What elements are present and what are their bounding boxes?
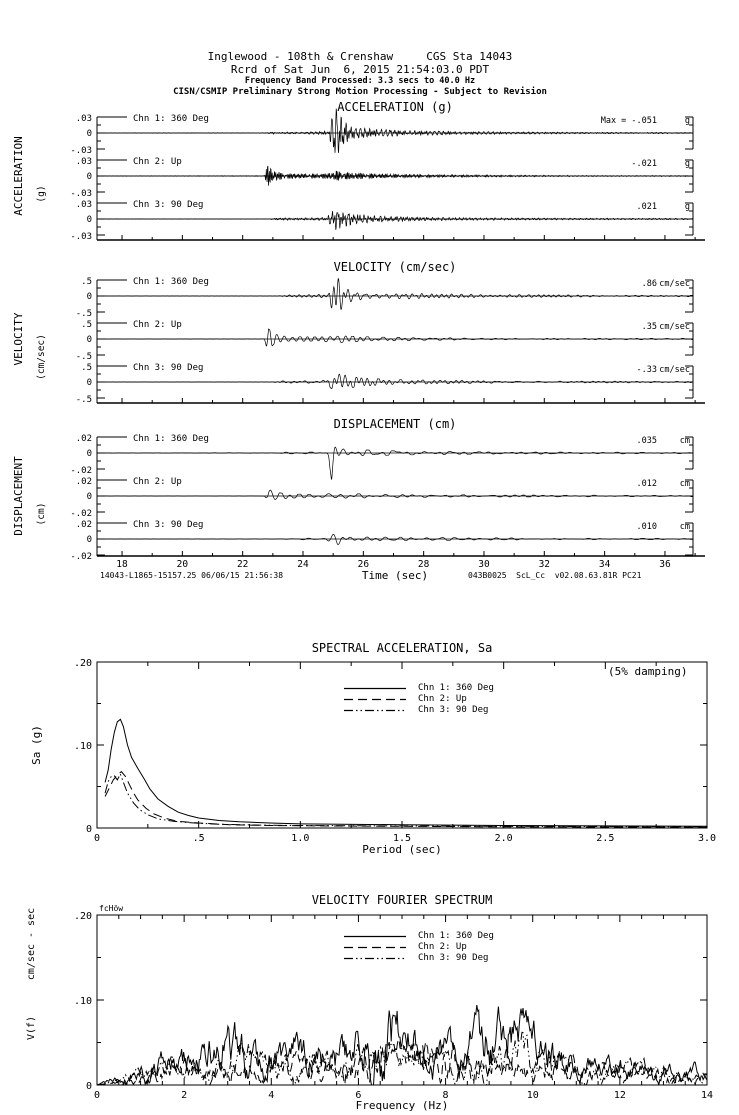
scale-tick-label: -.03: [70, 189, 92, 199]
max-value-label: -.021: [631, 159, 657, 169]
max-value-label: .021: [636, 202, 657, 212]
fourier-legend-label-chn1: Chn 1: 360 Deg: [418, 931, 494, 941]
frequency-band-note: Frequency Band Processed: 3.3 secs to 40.0 Hz: [244, 76, 476, 86]
max-unit-label: cm/sec: [659, 322, 690, 332]
acceleration-yunit: (g): [36, 185, 47, 203]
sa-ytick-label: 0: [85, 824, 92, 835]
max-value-label: .86: [641, 279, 657, 289]
sa-curve-ch3: [105, 774, 707, 827]
scale-tick-label: .5: [81, 277, 92, 287]
fourier-curve-ch2: [97, 1039, 707, 1085]
legend-line-dash-icon: [344, 943, 406, 952]
scale-tick-label: .03: [75, 157, 92, 167]
scale-tick-label: 0: [86, 535, 92, 545]
velocity-ylabel: VELOCITY: [12, 312, 25, 366]
footer-processing-version: 043B0025 ScL_Cc v02.08.63.81R PC21: [468, 571, 642, 580]
max-value-label: -.33: [636, 365, 657, 375]
fourier-ytick-label: .20: [73, 911, 92, 922]
sa-curve-ch1: [105, 719, 707, 826]
fourier-curve-ch1: [97, 1005, 707, 1085]
fourier-xtick-label: 8: [442, 1090, 449, 1101]
processing-note: CISN/CSMIP Preliminary Strong Motion Processing - Subject to Revision: [173, 87, 547, 97]
scale-tick-label: .02: [75, 434, 92, 444]
frequency-axis-label: Frequency (Hz): [355, 1099, 449, 1112]
sa-plot-title: SPECTRAL ACCELERATION, Sa: [311, 641, 493, 655]
report-header: [0, 50, 720, 98]
footer-record-id: 14043-L1865-15157.25 06/06/15 21:56:38: [100, 571, 284, 580]
max-value-label: .010: [636, 522, 657, 532]
displacement-waveform-ch2: [97, 490, 693, 499]
scale-tick-label: -.02: [70, 509, 92, 519]
channel-label: Chn 2: Up: [133, 320, 182, 330]
displacement-group-title: DISPLACEMENT (cm): [333, 417, 457, 431]
sa-ytick-label: .20: [73, 658, 92, 669]
fourier-xtick-label: 4: [268, 1090, 275, 1101]
scale-tick-label: 0: [86, 335, 92, 345]
sa-xtick-label: .5: [192, 833, 205, 844]
acceleration-group-title: ACCELERATION (g): [337, 100, 453, 114]
velocity-waveform-ch1: [97, 279, 693, 310]
max-value-label: Max = -.051: [600, 116, 657, 126]
time-tick-label: 28: [417, 559, 430, 570]
sa-xtick-label: 1.0: [291, 833, 310, 844]
sa-legend-label-chn3: Chn 3: 90 Deg: [418, 705, 489, 715]
channel-label: Chn 3: 90 Deg: [133, 520, 204, 530]
time-tick-label: 34: [598, 559, 611, 570]
max-value-label: .35: [641, 322, 657, 332]
legend-line-dashdot-icon: [344, 706, 406, 715]
acceleration-ylabel: ACCELERATION: [12, 136, 25, 216]
legend-line-solid-icon: [344, 684, 406, 693]
fourier-xtick-label: 14: [700, 1090, 714, 1101]
scale-tick-label: -.02: [70, 466, 92, 476]
fourier-legend-row-chn2: [344, 942, 494, 952]
fourier-plot-title: VELOCITY FOURIER SPECTRUM: [311, 893, 493, 907]
channel-label: Chn 2: Up: [133, 477, 182, 487]
fourier-legend-label-chn3: Chn 3: 90 Deg: [418, 953, 489, 963]
scale-tick-label: -.03: [70, 146, 92, 156]
max-unit-label: cm: [679, 436, 690, 446]
displacement-waveform-ch3: [97, 534, 693, 544]
acceleration-waveform-ch3: [97, 211, 693, 230]
scale-tick-label: -.02: [70, 552, 92, 562]
time-axis-label: Time (sec): [361, 569, 429, 582]
fourier-xtick-label: 6: [355, 1090, 362, 1101]
fourier-xtick-label: 2: [181, 1090, 188, 1101]
sa-legend-row-chn2: [344, 694, 494, 704]
legend-line-solid-icon: [344, 932, 406, 941]
max-value-label: .035: [636, 436, 657, 446]
sa-xtick-label: 3.0: [697, 833, 717, 844]
time-tick-label: 22: [236, 559, 249, 570]
max-unit-label: g: [684, 116, 690, 126]
time-tick-label: 18: [116, 559, 128, 570]
velocity-group-title: VELOCITY (cm/sec): [333, 260, 457, 274]
fourier-curve-ch3: [97, 1032, 707, 1085]
max-unit-label: cm: [679, 479, 690, 489]
acceleration-waveform-ch2: [97, 166, 693, 186]
max-unit-label: cm/sec: [659, 365, 690, 375]
sa-xtick-label: 1.5: [392, 833, 412, 844]
scale-tick-label: -.5: [75, 309, 92, 319]
scale-tick-label: 0: [86, 215, 92, 225]
fourier-xtick-label: 12: [613, 1090, 626, 1101]
channel-label: Chn 1: 360 Deg: [133, 277, 209, 287]
max-unit-label: g: [684, 202, 690, 212]
fourier-ytick-label: .10: [73, 996, 92, 1007]
scale-tick-label: .02: [75, 520, 92, 530]
max-value-label: .012: [636, 479, 657, 489]
velocity-waveform-ch3: [97, 374, 693, 388]
scale-tick-label: -.5: [75, 395, 92, 405]
fourier-legend-row-chn1: [344, 931, 494, 941]
acceleration-waveform-ch1: [97, 109, 693, 153]
scale-tick-label: -.03: [70, 232, 92, 242]
fc-corner-label: fcHöw: [99, 904, 124, 913]
scale-tick-label: .02: [75, 477, 92, 487]
sa-ylabel: Sa (g): [30, 725, 43, 765]
channel-label: Chn 1: 360 Deg: [133, 434, 209, 444]
max-unit-label: cm/sec: [659, 279, 690, 289]
scale-tick-label: .5: [81, 320, 92, 330]
scale-tick-label: -.5: [75, 352, 92, 362]
scale-tick-label: .5: [81, 363, 92, 373]
time-tick-label: 26: [357, 559, 370, 570]
scale-tick-label: 0: [86, 129, 92, 139]
time-tick-label: 36: [659, 559, 671, 570]
fourier-legend-row-chn3: [344, 953, 494, 963]
fourier-ytick-label: 0: [85, 1081, 92, 1092]
fourier-legend: [344, 931, 494, 963]
period-axis-label: Period (sec): [362, 843, 442, 856]
displacement-yunit: (cm): [36, 502, 47, 526]
fourier-xtick-label: 0: [93, 1090, 101, 1101]
velocity-yunit: (cm/sec): [36, 334, 47, 380]
max-unit-label: g: [684, 159, 690, 169]
sa-legend-row-chn3: [344, 705, 494, 715]
fourier-legend-label-chn2: Chn 2: Up: [418, 942, 467, 952]
legend-line-dashdot-icon: [344, 954, 406, 963]
channel-label: Chn 3: 90 Deg: [133, 200, 204, 210]
time-tick-label: 32: [538, 559, 551, 570]
max-unit-label: cm: [679, 522, 690, 532]
scale-tick-label: .03: [75, 200, 92, 210]
sa-curve-ch2: [105, 772, 707, 828]
fourier-ylabel-unit: cm/sec - sec: [26, 907, 37, 981]
scale-tick-label: 0: [86, 449, 92, 459]
sa-legend: [344, 683, 494, 715]
scale-tick-label: 0: [86, 492, 92, 502]
channel-label: Chn 1: 360 Deg: [133, 114, 209, 124]
sa-legend-row-chn1: [344, 683, 494, 693]
sa-legend-label-chn2: Chn 2: Up: [418, 694, 467, 704]
scale-tick-label: 0: [86, 378, 92, 388]
damping-annotation: (5% damping): [608, 665, 688, 678]
scale-tick-label: 0: [86, 172, 92, 182]
sa-xtick-label: 2.5: [596, 833, 615, 844]
sa-xtick-label: 0: [93, 833, 101, 844]
fourier-xtick-label: 10: [526, 1090, 539, 1101]
time-tick-label: 24: [297, 559, 309, 570]
station-title: Inglewood - 108th & Crenshaw CGS Sta 14043: [207, 50, 513, 63]
scale-tick-label: 0: [86, 292, 92, 302]
displacement-waveform-ch1: [97, 447, 693, 479]
channel-label: Chn 2: Up: [133, 157, 182, 167]
sa-ytick-label: .10: [73, 741, 92, 752]
scale-tick-label: .03: [75, 114, 92, 124]
sa-legend-label-chn1: Chn 1: 360 Deg: [418, 683, 494, 693]
velocity-waveform-ch2: [97, 329, 693, 346]
fourier-ylabel-vf: V(f): [26, 1015, 37, 1041]
time-tick-label: 20: [176, 559, 189, 570]
legend-line-dash-icon: [344, 695, 406, 704]
record-datetime: Rcrd of Sat Jun 6, 2015 21:54:03.0 PDT: [230, 63, 490, 76]
channel-label: Chn 3: 90 Deg: [133, 363, 204, 373]
displacement-ylabel: DISPLACEMENT: [12, 456, 25, 536]
sa-xtick-label: 2.0: [494, 833, 513, 844]
time-tick-label: 30: [478, 559, 490, 570]
